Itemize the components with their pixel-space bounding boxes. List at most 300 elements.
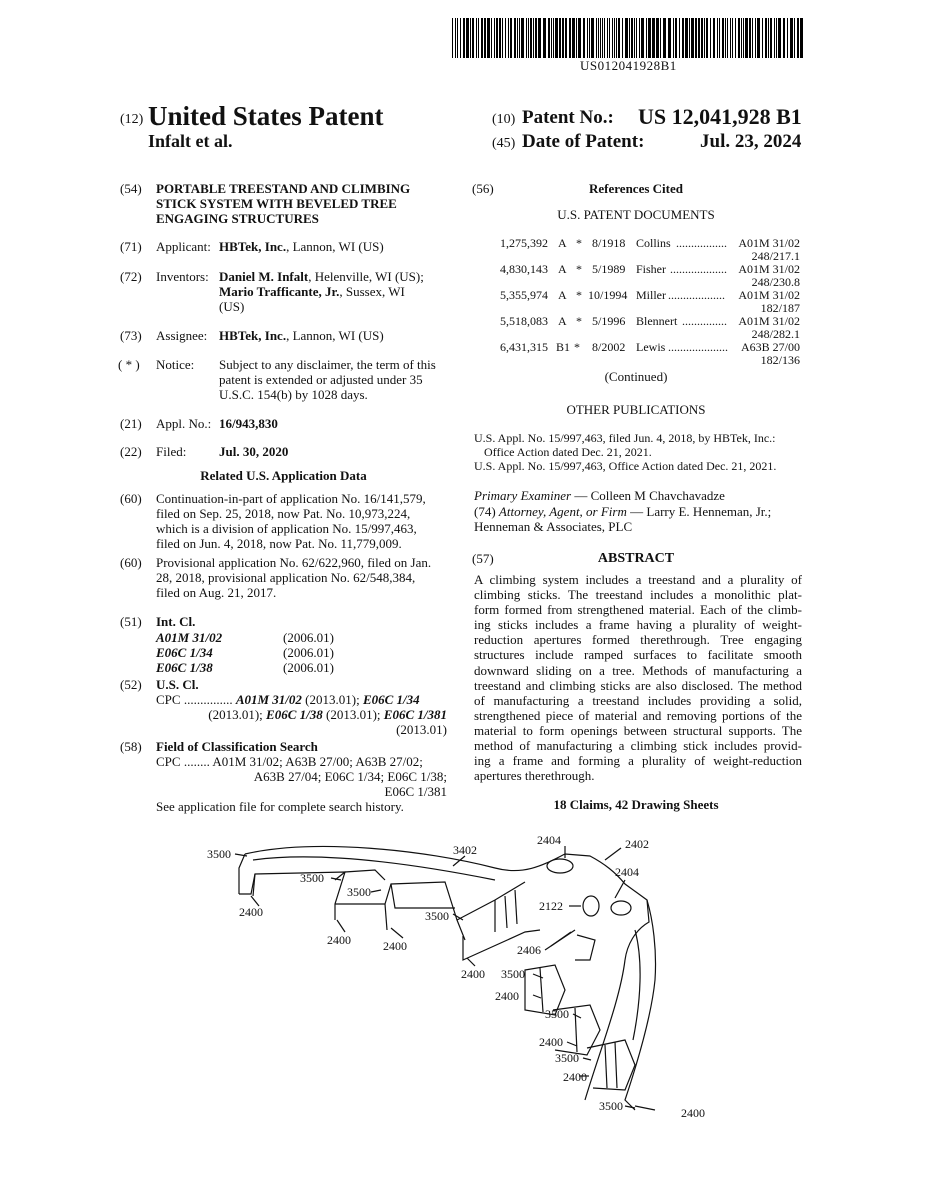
barcode-bar <box>455 18 456 58</box>
barcode-bar <box>578 18 581 58</box>
notice-line: Subject to any disclaimer, the term of this <box>219 357 436 372</box>
barcode-bar <box>569 18 571 58</box>
publication-line: U.S. Appl. No. 15/997,463, filed Jun. 4, 2018, by HBTek, Inc.: <box>474 431 776 445</box>
notice-line: patent is extended or adjusted under 35 <box>219 372 423 387</box>
barcode-bar <box>743 18 744 58</box>
barcode-bar <box>562 18 564 58</box>
code-22: (22) <box>120 444 142 459</box>
barcode-bar <box>616 18 617 58</box>
ref-class: A01M 31/02 <box>738 314 800 328</box>
ref-label: 3500 <box>347 885 371 899</box>
abstract-line: reduction apertures formed therethrough. Tree engaging <box>474 632 802 648</box>
ref-kind: B1 <box>556 340 571 354</box>
int-cl-label: Int. Cl. <box>156 614 196 629</box>
int-cl-code-3: E06C 1/38 <box>156 660 213 675</box>
ref-label: 2400 <box>461 967 485 981</box>
barcode-bar <box>612 18 613 58</box>
other-pubs-heading: OTHER PUBLICATIONS <box>566 402 706 417</box>
ref-label: 2404 <box>537 833 561 847</box>
code-21: (21) <box>120 416 142 431</box>
field-search-data <box>156 754 447 814</box>
barcode-bar <box>639 18 640 58</box>
cpc-prefix: CPC ............... <box>156 692 233 707</box>
barcode-bar <box>656 18 659 58</box>
ref-star: * <box>576 288 582 302</box>
barcode-bar <box>484 18 486 58</box>
ref-class-2: 182/136 <box>760 353 800 367</box>
barcode-bar <box>457 18 458 58</box>
title-line-2: STICK SYSTEM WITH BEVELED TREE <box>156 196 397 211</box>
int-cl-ver-3: (2006.01) <box>283 660 334 675</box>
barcode-bar <box>548 18 550 58</box>
ref-label: 2400 <box>681 1106 705 1120</box>
code-58: (58) <box>120 739 142 754</box>
invention-title <box>156 181 410 226</box>
code-52: (52) <box>120 677 142 692</box>
barcode-bar <box>505 18 506 58</box>
abstract-line: of manufacturing a treestand includes providing a solid, <box>474 692 802 708</box>
ref-star: * <box>574 340 580 354</box>
barcode-bar <box>794 18 795 58</box>
ref-kind: A <box>558 262 567 276</box>
notice-line: U.S.C. 154(b) by 1028 days. <box>219 387 368 402</box>
int-cl-ver-1: (2006.01) <box>283 630 334 645</box>
inventors-short: Infalt et al. <box>148 131 233 151</box>
code-74: (74) <box>474 504 496 519</box>
barcode-bar <box>732 18 733 58</box>
ref-number: 6,431,315 <box>500 340 548 354</box>
barcode-bar <box>765 18 767 58</box>
barcode-bar <box>553 18 554 58</box>
barcode-bar <box>499 18 501 58</box>
barcode-bar <box>614 18 615 58</box>
barcode-bar <box>494 18 495 58</box>
attorney-name: — Larry E. Henneman, Jr.; <box>626 504 772 519</box>
barcode-bar <box>576 18 577 58</box>
code-72: (72) <box>120 269 142 284</box>
barcode-bar <box>476 18 477 58</box>
ref-dots: ............... <box>682 314 727 328</box>
cpc-code: E06C 1/34 <box>362 692 420 707</box>
ref-class-2: 248/230.8 <box>751 275 800 289</box>
barcode-bar <box>555 18 558 58</box>
barcode-bar <box>526 18 527 58</box>
ref-number: 1,275,392 <box>500 236 548 250</box>
barcode-bar <box>776 18 777 58</box>
barcode-bar <box>685 18 688 58</box>
cpc-classification <box>156 692 447 737</box>
barcode-bar <box>452 18 453 58</box>
code-56: (56) <box>472 181 494 196</box>
barcode-bar <box>460 18 461 58</box>
ref-kind: A <box>558 314 567 328</box>
applicant <box>219 239 384 254</box>
barcode-bar <box>591 18 594 58</box>
abstract-line: A climbing system includes a treestand and a plurality of <box>474 572 802 587</box>
ref-label: 2400 <box>539 1035 563 1049</box>
abstract-line: ing a frame and forming a plurality of weight-reduction <box>474 753 802 769</box>
barcode-bar <box>604 18 605 58</box>
int-cl-code-1: A01M 31/02 <box>156 630 223 645</box>
ref-label: 2400 <box>383 939 407 953</box>
field-search-label: Field of Classification Search <box>156 739 318 754</box>
ref-label: 3500 <box>300 871 324 885</box>
cpc-year: (2013.01); <box>322 707 384 722</box>
attorney-label: Attorney, Agent, or Firm <box>498 504 627 519</box>
barcode <box>452 18 804 58</box>
filed-date: Jul. 30, 2020 <box>219 444 289 459</box>
barcode-bar <box>641 18 644 58</box>
us-cl-label: U.S. Cl. <box>156 677 199 692</box>
reference-row <box>470 314 802 340</box>
abstract-line: downward sliding on a tree. Methods of manufacturing a <box>474 662 802 678</box>
abstract-line: strengthened piece of material and removing portions of the <box>474 707 802 723</box>
barcode-bar <box>652 18 655 58</box>
ref-name: Fisher <box>636 262 666 276</box>
barcode-bar <box>514 18 516 58</box>
barcode-bar <box>646 18 647 58</box>
code-73: (73) <box>120 328 142 343</box>
ref-date: 5/1989 <box>592 262 626 276</box>
patent-number: US 12,041,928 B1 <box>638 104 802 129</box>
cpc-code: E06C 1/38 <box>266 707 323 722</box>
ref-label: 2404 <box>615 865 639 879</box>
filed-label: Filed: <box>156 444 187 459</box>
barcode-bar <box>502 18 503 58</box>
barcode-bar <box>530 18 532 58</box>
barcode-bar <box>634 18 635 58</box>
ref-date: 8/1918 <box>592 236 626 250</box>
provisional-line: 28, 2018, provisional application No. 62/548,384, <box>156 570 416 585</box>
abstract-line: material to form openings between structural supports. The <box>474 722 802 738</box>
ref-label: 3500 <box>207 847 231 861</box>
barcode-bar <box>762 18 763 58</box>
related-heading: Related U.S. Application Data <box>200 468 367 483</box>
barcode-bar <box>629 18 630 58</box>
code-12: (12) <box>120 112 144 127</box>
ref-class-2: 248/282.1 <box>751 327 800 341</box>
reference-row <box>470 262 802 288</box>
ref-name: Collins <box>636 236 671 250</box>
code-51: (51) <box>120 614 142 629</box>
barcode-bar <box>663 18 666 58</box>
code-60b: (60) <box>120 555 142 570</box>
int-cl-ver-2: (2006.01) <box>283 645 334 660</box>
abstract-heading: ABSTRACT <box>597 551 675 566</box>
barcode-bar <box>797 18 799 58</box>
ref-class: A01M 31/02 <box>738 288 800 302</box>
examiner-name: — Colleen M Chavchavadze <box>571 488 725 503</box>
inventors <box>219 269 445 314</box>
inventor-name-2: Mario Trafficante, Jr. <box>219 284 340 299</box>
barcode-bar <box>660 18 661 58</box>
ref-label: 2122 <box>539 899 563 913</box>
barcode-bar <box>774 18 775 58</box>
barcode-bar <box>752 18 753 58</box>
code-notice: ( * ) <box>118 357 140 372</box>
abstract-line: method of manufacturing a climbing stick includes provid- <box>474 738 802 754</box>
cpc-year: (2013.01); <box>301 692 363 707</box>
inventors-label: Inventors: <box>156 269 209 284</box>
provisional-line: filed on Aug. 21, 2017. <box>156 585 277 600</box>
ref-star: * <box>576 262 582 276</box>
barcode-bar <box>583 18 585 58</box>
barcode-bar <box>648 18 651 58</box>
date-label: Date of Patent: <box>522 131 645 152</box>
barcode-bar <box>682 18 684 58</box>
barcode-bar <box>481 18 483 58</box>
barcode-bar <box>713 18 715 58</box>
barcode-bar <box>472 18 474 58</box>
barcode-bar <box>598 18 599 58</box>
publication-line: Office Action dated Dec. 21, 2021. <box>484 445 652 459</box>
barcode-bar <box>719 18 720 58</box>
cpc-code: A01M 31/02 <box>235 692 302 707</box>
abstract-line: apertures therethrough. <box>474 768 595 784</box>
field-search-line: CPC ........ A01M 31/02; A63B 27/00; A63B 27/02; <box>156 754 423 769</box>
barcode-bar <box>602 18 603 58</box>
ref-number: 5,518,083 <box>500 314 548 328</box>
ref-date: 5/1996 <box>592 314 626 328</box>
assignee-location: , Lannon, WI (US) <box>286 328 384 343</box>
barcode-bar <box>496 18 498 58</box>
references-heading: References Cited <box>589 181 683 196</box>
inventor-location-1: , Helenville, WI (US); <box>308 269 424 284</box>
assignee-name: HBTek, Inc. <box>219 328 287 343</box>
barcode-bar <box>535 18 537 58</box>
barcode-bar <box>533 18 534 58</box>
patent-date: Jul. 23, 2024 <box>700 131 802 152</box>
barcode-bar <box>730 18 731 58</box>
applicant-name: HBTek, Inc. <box>219 239 287 254</box>
barcode-number: US012041928B1 <box>580 58 677 73</box>
continuation-line: Continuation-in-part of application No. 16/141,579, <box>156 491 426 506</box>
continuation-data <box>156 491 447 551</box>
barcode-bar <box>517 18 518 58</box>
document-title: United States Patent <box>148 101 384 131</box>
ref-name: Lewis <box>636 340 666 354</box>
reference-row <box>470 288 802 314</box>
inventor-location-2: , Sussex, WI <box>339 284 405 299</box>
ref-date: 10/1994 <box>588 288 628 302</box>
notice-label: Notice: <box>156 357 195 372</box>
barcode-bar <box>706 18 708 58</box>
barcode-bar <box>790 18 793 58</box>
barcode-bar <box>589 18 590 58</box>
code-10: (10) <box>492 112 516 127</box>
barcode-bar <box>528 18 529 58</box>
us-docs-heading: U.S. PATENT DOCUMENTS <box>557 207 715 222</box>
barcode-bar <box>466 18 469 58</box>
code-60a: (60) <box>120 491 142 506</box>
appl-no-label: Appl. No.: <box>156 416 212 431</box>
continuation-line: filed on Sep. 25, 2018, now Pat. No. 10,973,224, <box>156 506 411 521</box>
barcode-bar <box>607 18 608 58</box>
ref-label: 3500 <box>599 1099 623 1113</box>
code-45: (45) <box>492 136 516 151</box>
barcode-bar <box>668 18 671 58</box>
barcode-bar <box>757 18 760 58</box>
continuation-line: filed on Jun. 4, 2018, now Pat. No. 11,779,009. <box>156 536 402 551</box>
representative-drawing <box>195 820 755 1140</box>
barcode-bar <box>463 18 465 58</box>
assignee <box>219 328 384 343</box>
provisional-data <box>156 555 447 600</box>
ref-name: Miller <box>636 288 666 302</box>
abstract-line: ing sticks includes a frame having a plurality of weight- <box>474 617 802 633</box>
barcode-bar <box>600 18 601 58</box>
ref-class: A01M 31/02 <box>738 262 800 276</box>
barcode-bar <box>778 18 781 58</box>
barcode-bar <box>783 18 785 58</box>
ref-label: 3500 <box>555 1051 579 1065</box>
barcode-bar <box>755 18 756 58</box>
barcode-bar <box>559 18 561 58</box>
ref-kind: A <box>558 236 567 250</box>
ref-dots: ................... <box>668 288 725 302</box>
ref-label: 2400 <box>563 1070 587 1084</box>
ref-label: 3500 <box>501 967 525 981</box>
barcode-bar <box>519 18 520 58</box>
attorney <box>474 504 802 534</box>
barcode-bar <box>768 18 769 58</box>
cpc-code: E06C 1/381 <box>383 707 447 722</box>
barcode-bar <box>508 18 509 58</box>
code-57: (57) <box>472 551 494 566</box>
ref-label: 3500 <box>545 1007 569 1021</box>
barcode-bar <box>625 18 628 58</box>
cpc-year: (2013.01); <box>208 707 267 722</box>
inventor-location-3: (US) <box>219 299 245 314</box>
barcode-bar <box>679 18 680 58</box>
barcode-bar <box>487 18 490 58</box>
claims-line: 18 Claims, 42 Drawing Sheets <box>553 797 719 812</box>
publication-line: U.S. Appl. No. 15/997,463, Office Action dated Dec. 21, 2021. <box>474 459 777 473</box>
barcode-bar <box>727 18 728 58</box>
barcode-bar <box>470 18 471 58</box>
reference-row <box>470 340 802 366</box>
barcode-bar <box>609 18 610 58</box>
continuation-line: which is a division of application No. 15/997,463, <box>156 521 417 536</box>
code-54: (54) <box>120 181 142 196</box>
ref-label: 2402 <box>625 837 649 851</box>
barcode-bar <box>673 18 674 58</box>
barcode-bar <box>710 18 711 58</box>
barcode-bar <box>636 18 637 58</box>
ref-class-2: 182/187 <box>760 301 800 315</box>
barcode-bar <box>689 18 690 58</box>
ref-class-2: 248/217.1 <box>751 249 800 263</box>
barcode-bar <box>538 18 541 58</box>
ref-dots: ................. <box>676 236 727 250</box>
barcode-bar <box>510 18 512 58</box>
ref-name: Blennert <box>636 314 678 328</box>
barcode-bar <box>741 18 742 58</box>
barcode-bar <box>618 18 620 58</box>
ref-label: 3402 <box>453 843 477 857</box>
barcode-bar <box>704 18 705 58</box>
code-71: (71) <box>120 239 142 254</box>
patent-no-label: Patent No.: <box>522 107 614 128</box>
ref-star: * <box>576 314 582 328</box>
barcode-bar <box>735 18 736 58</box>
barcode-bar <box>701 18 703 58</box>
barcode-bar <box>698 18 700 58</box>
field-search-line: See application file for complete search history. <box>156 799 404 814</box>
ref-star: * <box>576 236 582 250</box>
ref-class: A01M 31/02 <box>738 236 800 250</box>
field-search-line: E06C 1/381 <box>384 784 447 799</box>
appl-no: 16/943,830 <box>219 416 278 431</box>
barcode-bar <box>596 18 597 58</box>
barcode-bar <box>787 18 788 58</box>
applicant-location: , Lannon, WI (US) <box>286 239 384 254</box>
attorney-firm: Henneman & Associates, PLC <box>474 519 633 534</box>
barcode-bar <box>770 18 772 58</box>
barcode-bar <box>587 18 588 58</box>
ref-label: 2400 <box>239 905 263 919</box>
barcode-bar <box>521 18 524 58</box>
ref-dots: ................... <box>670 262 727 276</box>
abstract-text <box>474 572 802 783</box>
ref-label: 3500 <box>425 909 449 923</box>
abstract-line: climbing sticks. The treestand includes a monolithic plat- <box>474 587 802 603</box>
barcode-bar <box>725 18 726 58</box>
barcode-bar <box>478 18 479 58</box>
abstract-line: form formed from strengthened material. Each of the climb- <box>474 602 802 618</box>
provisional-line: Provisional application No. 62/622,960, filed on Jan. <box>156 555 432 570</box>
ref-label: 2406 <box>517 943 541 957</box>
barcode-bar <box>691 18 694 58</box>
barcode-bar <box>572 18 575 58</box>
barcode-bar <box>738 18 740 58</box>
ref-class: A63B 27/00 <box>740 340 800 354</box>
barcode-bar <box>631 18 633 58</box>
title-line-1: PORTABLE TREESTAND AND CLIMBING <box>156 181 411 196</box>
abstract-line: structures include ramped surfaces to facilitate smooth <box>474 647 802 663</box>
field-search-line: A63B 27/04; E06C 1/34; E06C 1/38; <box>253 769 447 784</box>
barcode-bar <box>491 18 492 58</box>
examiner-label: Primary Examiner <box>474 488 572 503</box>
barcode-bar <box>800 18 803 58</box>
barcode-bar <box>675 18 677 58</box>
ref-label: 2400 <box>327 933 351 947</box>
ref-label: 2400 <box>495 989 519 1003</box>
drawing-labels <box>195 820 755 1140</box>
ref-dots: .................... <box>668 340 728 354</box>
ref-date: 8/2002 <box>592 340 626 354</box>
ref-number: 4,830,143 <box>500 262 548 276</box>
title-line-3: ENGAGING STRUCTURES <box>156 211 319 226</box>
barcode-bar <box>745 18 748 58</box>
barcode-bar <box>543 18 546 58</box>
other-publications <box>474 431 802 473</box>
barcode-bar <box>565 18 567 58</box>
barcode-bar <box>551 18 552 58</box>
barcode-bar <box>749 18 751 58</box>
barcode-bar <box>717 18 718 58</box>
reference-row <box>470 236 802 262</box>
primary-examiner <box>474 488 725 503</box>
barcode-bar <box>722 18 724 58</box>
abstract-line: treestand and climbing sticks are also disclosed. The method <box>474 677 802 693</box>
cpc-year: (2013.01) <box>396 722 447 737</box>
continued-note: (Continued) <box>604 369 668 384</box>
ref-number: 5,355,974 <box>500 288 548 302</box>
int-cl-code-2: E06C 1/34 <box>156 645 213 660</box>
barcode-bar <box>695 18 697 58</box>
barcode-bar <box>622 18 623 58</box>
